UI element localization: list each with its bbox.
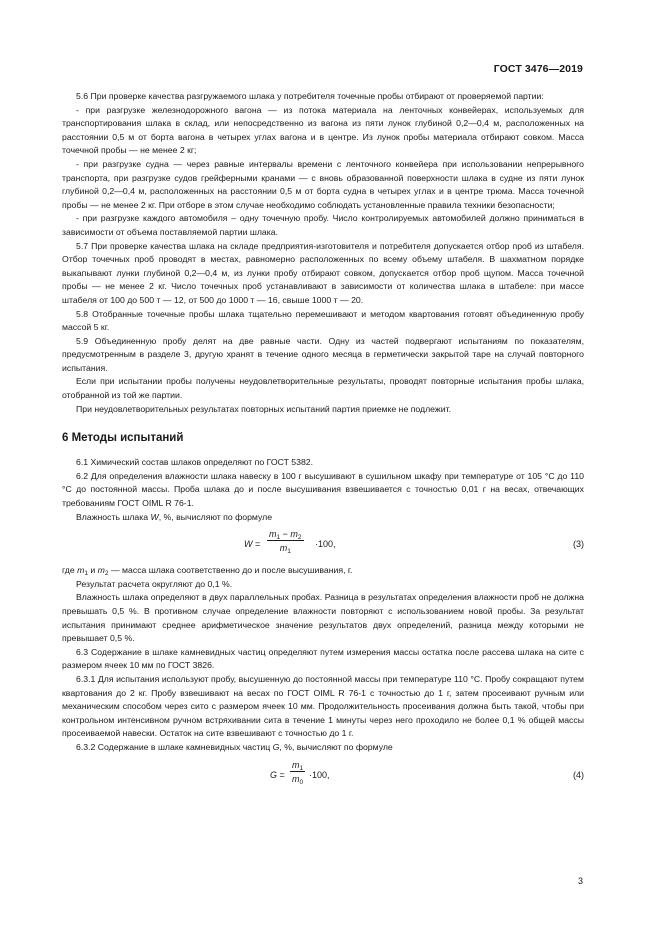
paragraph: 5.9 Объединенную пробу делят на две равные части. Одну из частей подвергают испытаниям по показателям, предусмотренным в разделе 3, другую хранят в течение одного месяца в герметически закрытой таре на случай повторного испытания. xyxy=(62,335,584,373)
paragraph: 5.7 При проверке качества шлака на складе предприятия-изготовителя и потребителя допускается отбор проб из штабеля. Отбор точечных проб проводят в местах, равномерно расположенных по всему объему штабеля. В шахматном порядке выкапывают лунки глубиной 0,2—0,4 м, из лунки пробу отбирают совком, допускается отбор проб щупом. Масса точечной пробы — не менее 2 кг. Число точечных проб устанавливают в зависимости от количества шлака в штабеле: при массе штабеля от 100 до 500 т — 12, от 500 до 1000 т — 16, свыше 1000 т — 20. xyxy=(62,240,584,305)
paragraph: 6.1 Химический состав шлаков определяют по ГОСТ 5382. xyxy=(76,457,314,468)
formula-4-number: (4) xyxy=(573,769,584,780)
formula-3-number: (3) xyxy=(573,539,584,550)
paragraph: 6.2 Для определения влажности шлака навеску в 100 г высушивают в сушильном шкафу при температуре от 105 °С до 110 °С до постоянной массы. Проба шлака до и после высушивания взвешивается с точностью 0,01 г на весах, отвечающих требованиям ГОСТ OIML R 76-1. xyxy=(62,470,584,509)
page-number: 3 xyxy=(577,876,583,886)
paragraph: Влажность шлака определяют в двух параллельных пробах. Разница в результатах определения влажности проб не должна превышать 0,5 %. В противном случае определение влажности повторяют с использованием новой пробы. За результат испытания принимают среднее арифметическое значение результатов двух определений, разница между которыми не превышает 0,5 %. xyxy=(62,592,584,644)
formula-3: W = $\frac{m_1 - m_2}{m_1}$ ·100, (3) xyxy=(244,529,584,556)
document-body xyxy=(62,90,584,795)
paragraph: - при разгрузке железнодорожного вагона — из потока материала на ленточных конвейерах, используемых для транспортирования шлака в склад, или непосредственно из вагона из пяти лунок глубиной 0,2—0,4 м, расположенных на расстоянии 0,5 м от борта вагона в четырех углах вагона и в центре. Из лунок пробы материала отбирают совком. Масса точечной пробы — не менее 2 кг; xyxy=(62,104,584,156)
paragraph: Если при испытании пробы получены неудовлетворительные результаты, проводят повторные испытания пробы шлака, отобранной из той же партии. xyxy=(62,376,584,401)
doc-number-header: ГОСТ 3476—2019 xyxy=(493,63,583,75)
section-heading: 6 Методы испытаний xyxy=(62,432,184,445)
paragraph: - при разгрузке каждого автомобиля – одну точечную пробу. Число контролируемых автомобилей должно приниматься в зависимости от объема поставляемой партии шлака. xyxy=(62,213,584,237)
paragraph: При неудовлетворительных результатах повторных испытаний партия приемке не подлежит. xyxy=(76,403,451,414)
paragraph: - при разгрузке судна — через равные интервалы времени с ленточного конвейера при использовании непрерывного транспорта, при разгрузке судов грейферными кранами — с вновь образованной поверхности шлака в судне из пяти лунок глубиной 0,2—0,4 м, расположенных на расстоянии 0,5 м от борта судна в четырех углах и в центре трюма. Масса точечной пробы — не менее 2 кг. При отборе в этом случае необходимо соблюдать установленные правила техники безопасности; xyxy=(62,158,584,210)
paragraph: 6.3 Содержание в шлаке камневидных частиц определяют путем измерения массы остатка после рассева шлака на сите с размером ячеек 10 мм по ГОСТ 3826. xyxy=(62,646,584,671)
paragraph: 5.6 При проверке качества разгружаемого шлака у потребителя точечные пробы отбирают от проверяемой партии: xyxy=(76,91,544,101)
paragraph: Результат расчета округляют до 0,1 %. xyxy=(76,578,233,589)
formula-4-fraction: $\frac{m_1}{m_0}$ xyxy=(292,759,304,786)
moisture-formula-intro: Влажность шлака W, %, вычисляют по формуле xyxy=(76,511,273,522)
paragraph: 5.8 Отобранные точечные пробы шлака тщательно перемешивают и методом квартования готовят объединенную пробу массой 5 кг. xyxy=(62,308,584,333)
paragraph: 6.3.1 Для испытания используют пробу, высушенную до постоянной массы при температуре 110 °С. Пробу сокращают путем квартования до 2 кг. Пробу взвешивают на весах по ГОСТ OIML R 76-1 с точностью до 1 г, затем просеивают ручным или механическим способом через сито с размером ячеек 10 мм. Продолжительность просеивания должна быть такой, чтобы при контрольном интенсивном ручном встряхивании сита в течение 1 минуты через него проходило не более 0,1 % общей массы просеиваемой навески. Остаток на сите взвешивают с точностью до 1 г. xyxy=(62,673,584,739)
formula-4: G = $\frac{m_1}{m_0}$ ·100, (4) xyxy=(270,759,584,786)
formula-3-fraction: $\frac{m_1 - m_2}{m_1}$ xyxy=(269,529,302,556)
formula-3-legend: где $m_1$ и $m_2$ — масса шлака соответственно до и после высушивания, г. xyxy=(62,565,353,578)
stone-formula-intro: 6.3.2 Содержание в шлаке камневидных частиц G, %, вычисляют по формуле xyxy=(76,741,393,752)
